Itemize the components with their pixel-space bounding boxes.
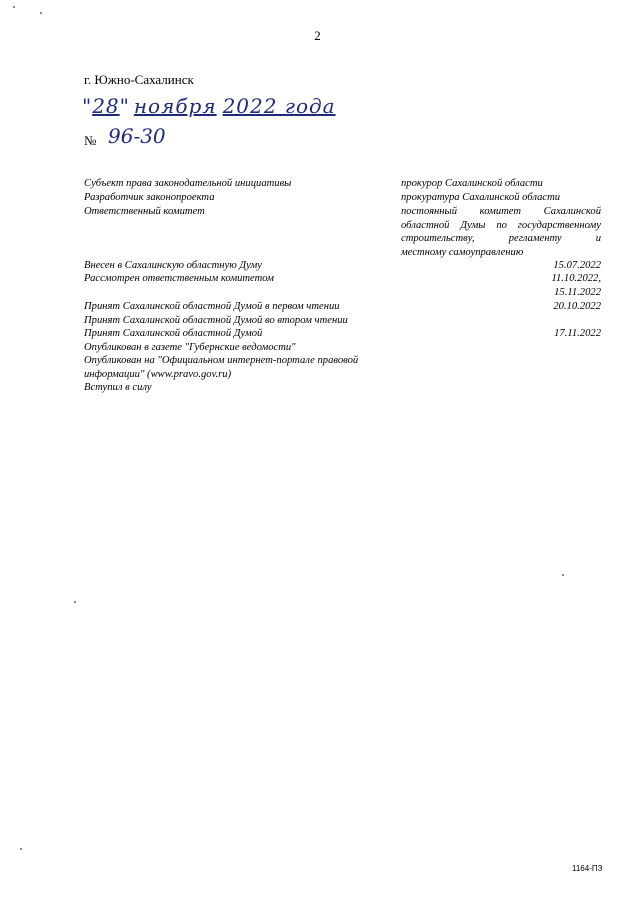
in-force-label: Вступил в силу — [84, 382, 152, 393]
adopted-label: Принят Сахалинской областной Думой — [84, 328, 263, 339]
scan-speck — [13, 6, 15, 8]
date-day: 28 — [92, 94, 120, 118]
committee-value-line2: областной Думы по государственному — [401, 220, 601, 231]
document-code: 1164-ПЗ — [572, 864, 603, 873]
published-portal-label-line2: информации" (www.pravo.gov.ru) — [84, 369, 232, 380]
published-portal-label-line1: Опубликован на "Официальном интернет-портале правовой — [84, 355, 359, 366]
second-reading-label: Принят Сахалинской областной Думой во втором чтении — [84, 315, 348, 326]
reviewed-label: Рассмотрен ответственным комитетом — [84, 273, 274, 284]
committee-value-line1: постоянный комитет Сахалинской — [401, 206, 601, 217]
published-gazette-label: Опубликован в газете "Губернские ведомости" — [84, 342, 296, 353]
submitted-date: 15.07.2022 — [553, 260, 601, 271]
committee-value-line4: местному самоуправлению — [401, 247, 524, 258]
scan-speck — [562, 574, 564, 576]
first-reading-label: Принят Сахалинской областной Думой в первом чтении — [84, 301, 340, 312]
adoption-date: "28" ноября 2022 года — [82, 94, 336, 118]
committee-label: Ответственный комитет — [84, 206, 205, 217]
developer-value: прокуратура Сахалинской области — [401, 192, 561, 203]
law-number: 96-30 — [108, 124, 166, 148]
scan-speck — [20, 848, 22, 850]
page-number: 2 — [314, 28, 321, 43]
developer-label: Разработчик законопроекта — [84, 192, 215, 203]
scan-speck — [74, 601, 76, 603]
initiator-value: прокурор Сахалинской области — [401, 178, 543, 189]
reviewed-date-2: 15.11.2022 — [554, 287, 601, 298]
date-month: ноября — [133, 94, 217, 118]
adopted-date: 17.11.2022 — [554, 328, 601, 339]
submitted-label: Внесен в Сахалинскую областную Думу — [84, 260, 262, 271]
city: г. Южно-Сахалинск — [84, 72, 194, 87]
date-year: 2022 года — [222, 94, 336, 118]
scan-speck — [40, 12, 42, 14]
committee-value-line3: строительству, регламенту и — [401, 233, 601, 244]
first-reading-date: 20.10.2022 — [553, 301, 601, 312]
reviewed-date-1: 11.10.2022, — [551, 273, 601, 284]
initiator-label: Субъект права законодательной инициативы — [84, 178, 292, 189]
law-number-sign: № — [84, 133, 97, 148]
